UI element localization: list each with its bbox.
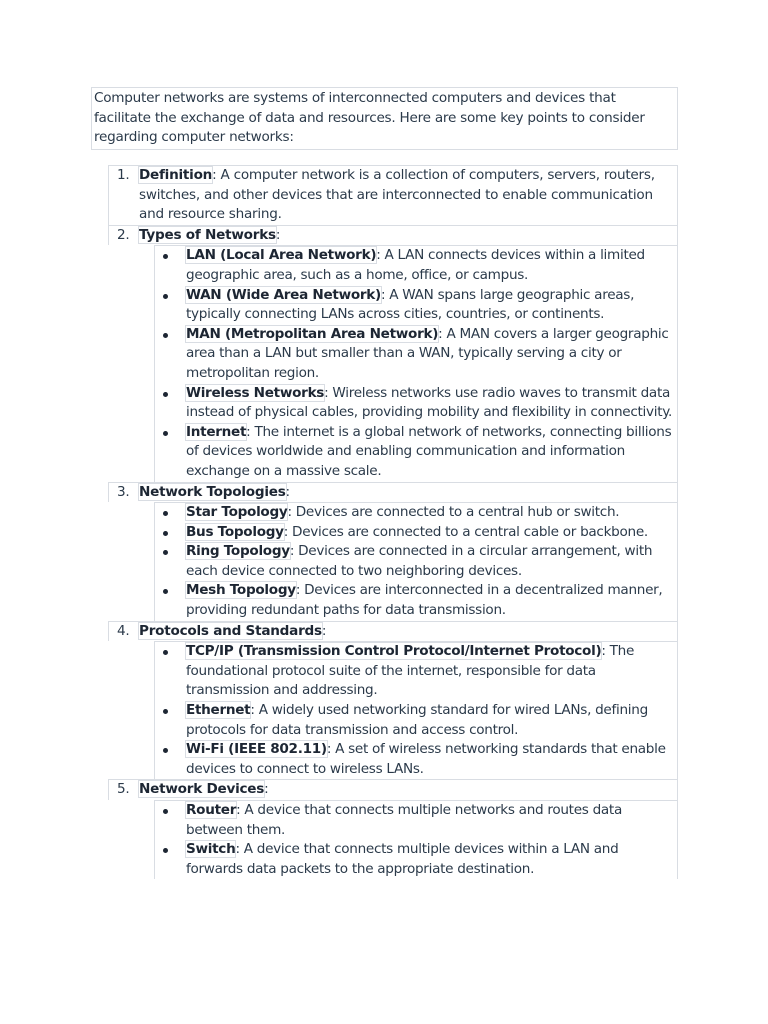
sub-list	[154, 641, 678, 779]
list-item-heading	[108, 482, 678, 503]
intro-paragraph: Computer networks are systems of interconnected computers and devices that facilitate the exchange of data and resources. Here are some key points to consider regarding computer networks:	[91, 87, 678, 150]
bullet-icon	[163, 511, 168, 516]
bullet-icon	[163, 809, 168, 814]
sub-item-text: : A WAN spans large geographic areas, typically connecting LANs across cities, countries, or continents.	[186, 286, 635, 323]
list-item-title: Definition	[139, 167, 213, 183]
list-item-number: 4.	[117, 622, 130, 639]
bullet-icon	[163, 589, 168, 594]
list-item-text: :	[264, 781, 269, 798]
sub-item-text: : The internet is a global network of networks, connecting billions of devices worldwide and enabling communication and information exchange on a massive scale.	[186, 423, 672, 479]
list-item-title: Network Devices	[139, 781, 265, 798]
list-item-heading	[108, 779, 678, 800]
bullet-icon	[163, 254, 168, 259]
sub-item-term: LAN (Local Area Network)	[186, 247, 377, 264]
bullet-icon	[163, 294, 168, 299]
list-item-protocols-and-standards	[108, 621, 678, 780]
sub-item-text: : A MAN covers a larger geographic area than a LAN but smaller than a WAN, typically serving a city or metropolitan region.	[186, 325, 669, 381]
sub-item-text: : Devices are interconnected in a decentralized manner, providing redundant paths for data transmission.	[186, 582, 663, 619]
bullet-icon	[163, 531, 168, 536]
sub-list-item	[155, 503, 677, 523]
sub-item-term: WAN (Wide Area Network)	[186, 286, 381, 303]
sub-list-item	[155, 384, 677, 423]
list-item-number: 1.	[117, 167, 130, 183]
list-item-number: 2.	[117, 226, 130, 243]
list-item-title: Types of Networks	[139, 226, 276, 243]
sub-list	[154, 245, 678, 481]
sub-list-item	[155, 542, 677, 581]
list-item-title: Protocols and Standards	[139, 622, 322, 639]
list-item-heading	[108, 225, 678, 246]
sub-item-text: : The foundational protocol suite of the internet, responsible for data transmission and addressing.	[186, 643, 635, 699]
sub-item-term: Wi-Fi (IEEE 802.11)	[186, 741, 327, 758]
list-item-network-topologies	[108, 482, 678, 621]
list-item-text: : A computer network is a collection of computers, servers, routers, switches, and other devices that are interconnected to enable communication and resource sharing.	[139, 167, 655, 223]
sub-item-text: : Devices are connected to a central hub or switch.	[287, 504, 620, 521]
sub-item-text: : Devices are connected to a central cable or backbone.	[283, 523, 648, 540]
sub-list-item	[155, 740, 677, 779]
bullet-icon	[163, 748, 168, 753]
sub-item-text: : A set of wireless networking standards that enable devices to connect to wireless LANs.	[186, 741, 666, 777]
sub-item-text: : A widely used networking standard for wired LANs, defining protocols for data transmission and access control.	[186, 702, 648, 738]
sub-list-item	[155, 523, 677, 543]
sub-item-text: : A device that connects multiple networks and routes data between them.	[186, 802, 622, 838]
bullet-icon	[163, 709, 168, 714]
sub-list	[154, 502, 678, 621]
sub-item-text: : Devices are connected in a circular arrangement, with each device connected to two neighboring devices.	[186, 543, 653, 579]
bullet-icon	[163, 550, 168, 555]
sub-list-item	[155, 642, 677, 701]
list-item-heading	[108, 165, 678, 225]
sub-item-text: : Wireless networks use radio waves to transmit data instead of physical cables, providing mobility and flexibility in connectivity.	[186, 384, 673, 421]
key-points-list	[108, 165, 678, 879]
sub-item-term: Ethernet	[186, 702, 251, 719]
list-item-definition	[108, 165, 678, 225]
sub-item-term: Switch	[186, 841, 236, 858]
sub-list-item	[155, 286, 677, 325]
sub-list-item	[155, 325, 677, 384]
sub-item-text: : A LAN connects devices within a limited geographic area, such as a home, office, or campus.	[186, 247, 645, 283]
bullet-icon	[163, 650, 168, 655]
list-item-heading	[108, 621, 678, 642]
sub-list-item	[155, 840, 677, 879]
list-item-number: 3.	[117, 483, 130, 500]
sub-list-item	[155, 581, 677, 620]
sub-list	[154, 800, 678, 879]
list-item-title: Network Topologies	[139, 483, 286, 500]
sub-list-item	[155, 701, 677, 740]
sub-item-term: TCP/IP (Transmission Control Protocol/Internet Protocol)	[186, 643, 602, 660]
list-item-types-of-networks	[108, 225, 678, 482]
sub-list-item	[155, 246, 677, 285]
sub-item-term: Star Topology	[186, 504, 288, 521]
sub-item-term: Internet	[186, 423, 247, 440]
list-item-network-devices	[108, 779, 678, 879]
bullet-icon	[163, 848, 168, 853]
sub-item-term: MAN (Metropolitan Area Network)	[186, 325, 439, 342]
bullet-icon	[163, 392, 168, 397]
sub-list-item	[155, 423, 677, 482]
sub-item-term: Bus Topology	[186, 523, 284, 540]
list-item-text: :	[321, 622, 327, 639]
sub-item-term: Router	[186, 802, 237, 818]
sub-item-term: Mesh Topology	[186, 582, 296, 599]
bullet-icon	[163, 431, 168, 436]
sub-item-term: Ring Topology	[186, 543, 290, 560]
list-item-number: 5.	[117, 781, 130, 798]
list-item-text: :	[275, 226, 281, 243]
sub-item-text: : A device that connects multiple devices within a LAN and forwards data packets to the appropriate destination.	[186, 841, 619, 877]
list-item-text: :	[285, 483, 290, 500]
bullet-icon	[163, 333, 168, 338]
sub-list-item	[155, 801, 677, 840]
sub-item-term: Wireless Networks	[186, 384, 325, 401]
